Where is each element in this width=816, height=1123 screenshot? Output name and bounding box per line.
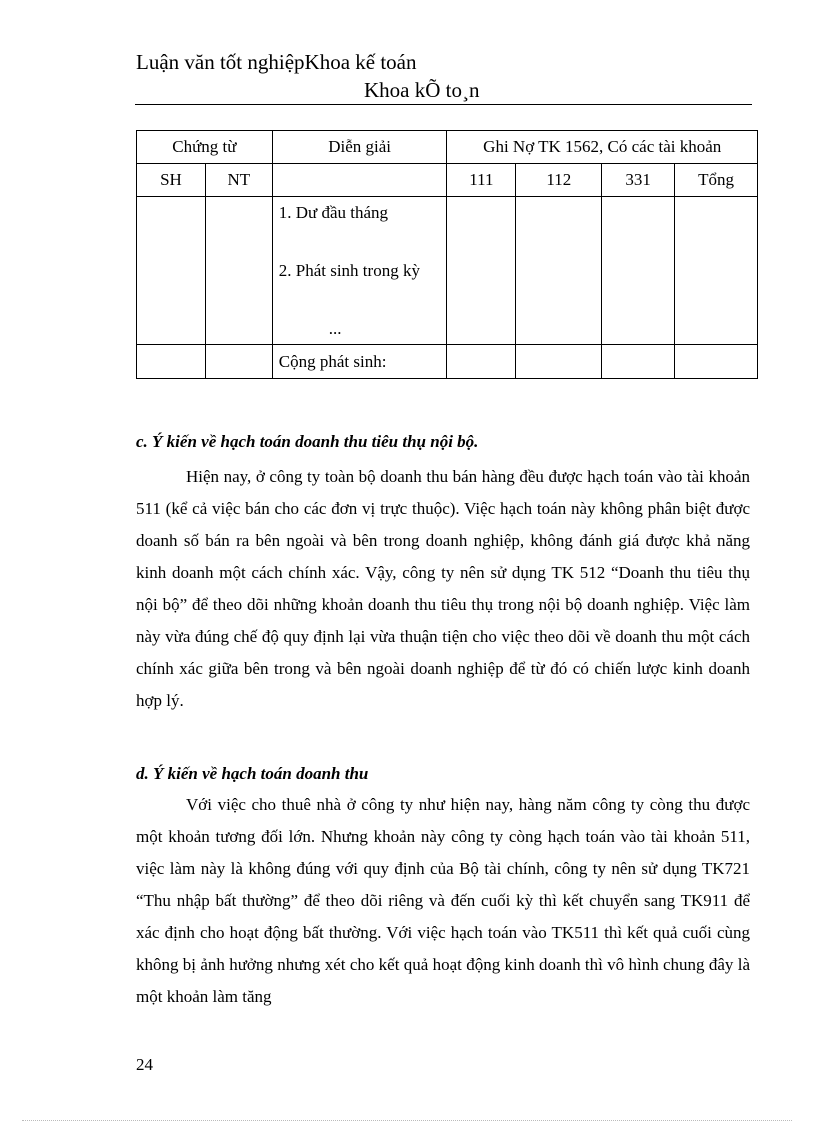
subheader-nt: NT bbox=[205, 164, 272, 197]
table-cell bbox=[675, 345, 758, 379]
page-bottom-divider bbox=[22, 1120, 792, 1121]
subheader-empty bbox=[272, 164, 447, 197]
table-cell bbox=[675, 197, 758, 345]
table-body-row bbox=[137, 197, 758, 345]
header-dien-giai: Diễn giải bbox=[272, 131, 447, 164]
page-number: 24 bbox=[136, 1055, 153, 1074]
table-cell bbox=[137, 197, 206, 345]
subheader-tong: Tổng bbox=[675, 164, 758, 197]
header-chung-tu: Chứng từ bbox=[137, 131, 273, 164]
header-divider bbox=[135, 104, 752, 105]
table-cell bbox=[516, 345, 602, 379]
table-cell bbox=[447, 345, 516, 379]
table-cell bbox=[602, 197, 675, 345]
body-line-opening-balance: 1. Dư đầu tháng bbox=[278, 203, 389, 222]
total-row-label: Cộng phát sinh: bbox=[272, 345, 447, 379]
table-subheader-row bbox=[137, 164, 758, 197]
header-ghi-no: Ghi Nợ TK 1562, Có các tài khoản bbox=[447, 131, 758, 164]
table-header-row bbox=[137, 131, 758, 164]
subheader-112: 112 bbox=[516, 164, 602, 197]
table-cell bbox=[602, 345, 675, 379]
subheader-331: 331 bbox=[602, 164, 675, 197]
table-cell bbox=[137, 345, 206, 379]
table-body-description bbox=[272, 197, 447, 345]
section-d-heading: d. Ý kiến về hạch toán doanh thu bbox=[136, 764, 369, 783]
section-c-heading: c. Ý kiến về hạch toán doanh thu tiêu thụ nội bộ. bbox=[136, 432, 479, 451]
table-total-row bbox=[137, 345, 758, 379]
header-title: Luận văn tốt nghiệpKhoa kế toán bbox=[136, 50, 417, 74]
header-subtitle: Khoa kÕ to¸n bbox=[364, 78, 480, 102]
table-cell bbox=[516, 197, 602, 345]
table-cell bbox=[205, 197, 272, 345]
section-c-paragraph: Hiện nay, ở công ty toàn bộ doanh thu bán hàng đều được hạch toán vào tài khoản 511 (kể cả việc bán cho các đơn vị trực thuộc). Việc hạch toán này không phân biệt được doanh số bán ra bên ngoài và bên trong doanh nghiệp, không đánh giá được khả năng kinh doanh một cách chính xác. Vậy, công ty nên sử dụng TK 512 “Doanh thu tiêu thụ nội bộ” để theo dõi những khoản doanh thu tiêu thụ trong nội bộ doanh nghiệp. Việc làm này vừa đúng chế độ quy định lại vừa thuận tiện cho việc theo dõi về doanh thu một cách chính xác giữa bên trong và bên ngoài doanh nghiệp để từ đó có chiến lược kinh doanh hợp lý. bbox=[136, 467, 750, 710]
section-d-paragraph: Với việc cho thuê nhà ở công ty như hiện nay, hàng năm công ty còng thu được một khoản tương đối lớn. Nhưng khoản này công ty còng hạch toán vào tài khoản 511, việc làm này là không đúng với quy định của Bộ tài chính, công ty nên sử dụng TK721 “Thu nhập bất thường” để theo dõi riêng và đến cuối kỳ thì kết chuyển sang TK911 để xác định cho hoạt động bất thường. Với việc hạch toán vào TK511 thì kết quả cuối cùng không bị ảnh hưởng nhưng xét cho kết quả hoạt động kinh doanh thì vô hình chung đây là một khoản làm tăng bbox=[136, 795, 750, 1006]
subheader-sh: SH bbox=[137, 164, 206, 197]
ledger-table bbox=[136, 130, 758, 379]
table-cell bbox=[205, 345, 272, 379]
table-cell bbox=[447, 197, 516, 345]
body-line-period-activity: 2. Phát sinh trong kỳ bbox=[278, 261, 420, 280]
subheader-111: 111 bbox=[447, 164, 516, 197]
body-line-ellipsis: ... bbox=[328, 319, 342, 338]
